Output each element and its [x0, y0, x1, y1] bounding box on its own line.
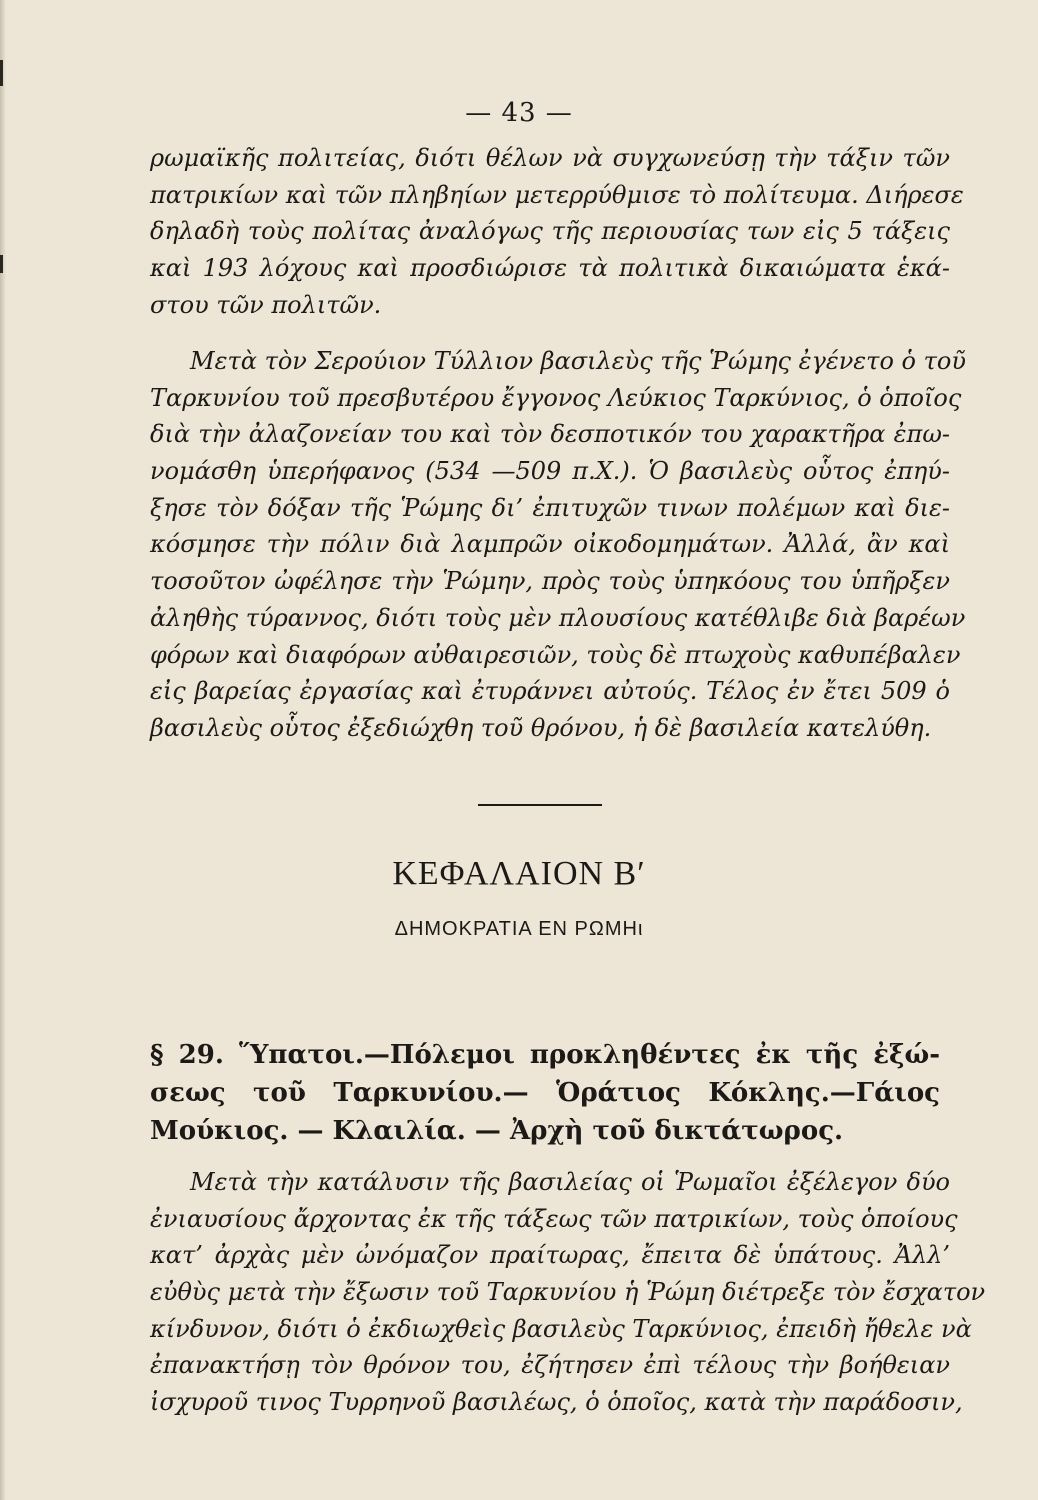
text-line: δηλαδὴ τοὺς πολίτας ἀναλόγως τῆς περιουσίας των εἰς 5 τάξεις: [150, 217, 950, 246]
page-number: — 43 —: [465, 98, 573, 128]
text-line: στου τῶν πολιτῶν.: [150, 290, 382, 319]
text-line: Μετὰ τὸν Σερούιον Τύλλιον βασιλεὺς τῆς Ῥώμης ἐγένετο ὁ τοῦ: [190, 347, 966, 375]
heading-line: σεως τοῦ Ταρκυνίου.— Ὁράτιος Κόκλης.—Γάιος: [150, 1078, 940, 1108]
text-line: πατρικίων καὶ τῶν πληβηίων μετερρύθμισε τὸ πολίτευμα. Διήρεσε: [150, 180, 964, 209]
text-line: ρωμαϊκῆς πολιτείας, διότι θέλων νὰ συγχωνεύσῃ τὴν τάξιν τῶν: [150, 144, 950, 172]
text-line: τοσοῦτον ὠφέλησε τὴν Ῥώμην, πρὸς τοὺς ὑπηκόους του ὑπῆρξεν: [150, 567, 950, 596]
text-line: φόρων καὶ διαφόρων αὐθαιρεσιῶν, τοὺς δὲ πτωχοὺς καθυπέβαλεν: [150, 640, 961, 669]
text-line: κατ’ ἀρχὰς μὲν ὠνόμαζον πραίτωρας, ἔπειτα δὲ ὑπάτους. Ἀλλ’: [150, 1241, 950, 1270]
text-line: εἰς βαρείας ἐργασίας καὶ ἐτυράννει αὐτούς. Τέλος ἐν ἔτει 509 ὁ: [150, 677, 950, 706]
chapter-title: ΚΕΦΑΛΑΙΟΝ Β′: [392, 855, 646, 892]
heading-line: § 29. Ὕπατοι.—Πόλεμοι προκληθέντες ἐκ τῆς ἐξώ-: [150, 1040, 940, 1070]
section-paragraph: [150, 1164, 986, 1421]
paragraph-2: [150, 343, 966, 747]
paragraph-1: [150, 140, 964, 323]
text-line: καὶ 193 λόχους καὶ προσδιώρισε τὰ πολιτικὰ δικαιώματα ἑκά-: [150, 254, 950, 283]
binding-mark: [0, 255, 3, 273]
text-line: νομάσθη ὑπερήφανος (534 —509 π.Χ.). Ὁ βασιλεὺς οὗτος ἐπηύ-: [150, 457, 950, 486]
text-line: Ταρκυνίου τοῦ πρεσβυτέρου ἔγγονος Λεύκιος Ταρκύνιος, ὁ ὁποῖος: [150, 383, 962, 412]
section-heading: [150, 1036, 940, 1150]
text-line: βασιλεὺς οὗτος ἐξεδιώχθη τοῦ θρόνου, ἡ δὲ βασιλεία κατελύθη.: [150, 713, 932, 742]
text-line: ἐπανακτήσῃ τὸν θρόνον του, ἐζήτησεν ἐπὶ τέλους τὴν βοήθειαν: [150, 1351, 950, 1380]
text-line: Μετὰ τὴν κατάλυσιν τῆς βασιλείας οἱ Ῥωμαῖοι ἐξέλεγον δύο: [190, 1168, 950, 1196]
text-line: ξησε τὸν δόξαν τῆς Ῥώμης δι’ ἐπιτυχῶν τινων πολέμων καὶ διε-: [150, 493, 950, 522]
chapter-subtitle: ΔΗΜΟΚΡΑΤΙΑ ΕΝ ΡΩΜΗι: [394, 918, 644, 940]
text-line: εὐθὺς μετὰ τὴν ἔξωσιν τοῦ Ταρκυνίου ἡ Ῥώμη διέτρεξε τὸν ἔσχατον: [150, 1278, 986, 1307]
page-edge: [0, 0, 6, 1500]
text-line: ἐνιαυσίους ἄρχοντας ἐκ τῆς τάξεως τῶν πατρικίων, τοὺς ὁποίους: [150, 1204, 958, 1233]
text-line: κίνδυνον, διότι ὁ ἐκδιωχθεὶς βασιλεὺς Ταρκύνιος, ἐπειδὴ ἤθελε νὰ: [150, 1314, 972, 1343]
section-divider: [478, 804, 602, 806]
text-line: ἰσχυροῦ τινος Τυρρηνοῦ βασιλέως, ὁ ὁποῖος, κατὰ τὴν παράδοσιν,: [150, 1388, 963, 1417]
text-line: κόσμησε τὴν πόλιν διὰ λαμπρῶν οἰκοδομημάτων. Ἀλλά, ἂν καὶ: [150, 530, 950, 559]
heading-line: Μούκιος. — Κλαιλία. — Ἀρχὴ τοῦ δικτάτωρος.: [150, 1116, 844, 1146]
text-line: διὰ τὴν ἀλαζονείαν του καὶ τὸν δεσποτικόν του χαρακτῆρα ἐπω-: [150, 420, 950, 449]
binding-mark: [0, 60, 3, 86]
text-line: ἀληθὴς τύραννος, διότι τοὺς μὲν πλουσίους κατέθλιβε διὰ βαρέων: [150, 603, 966, 632]
